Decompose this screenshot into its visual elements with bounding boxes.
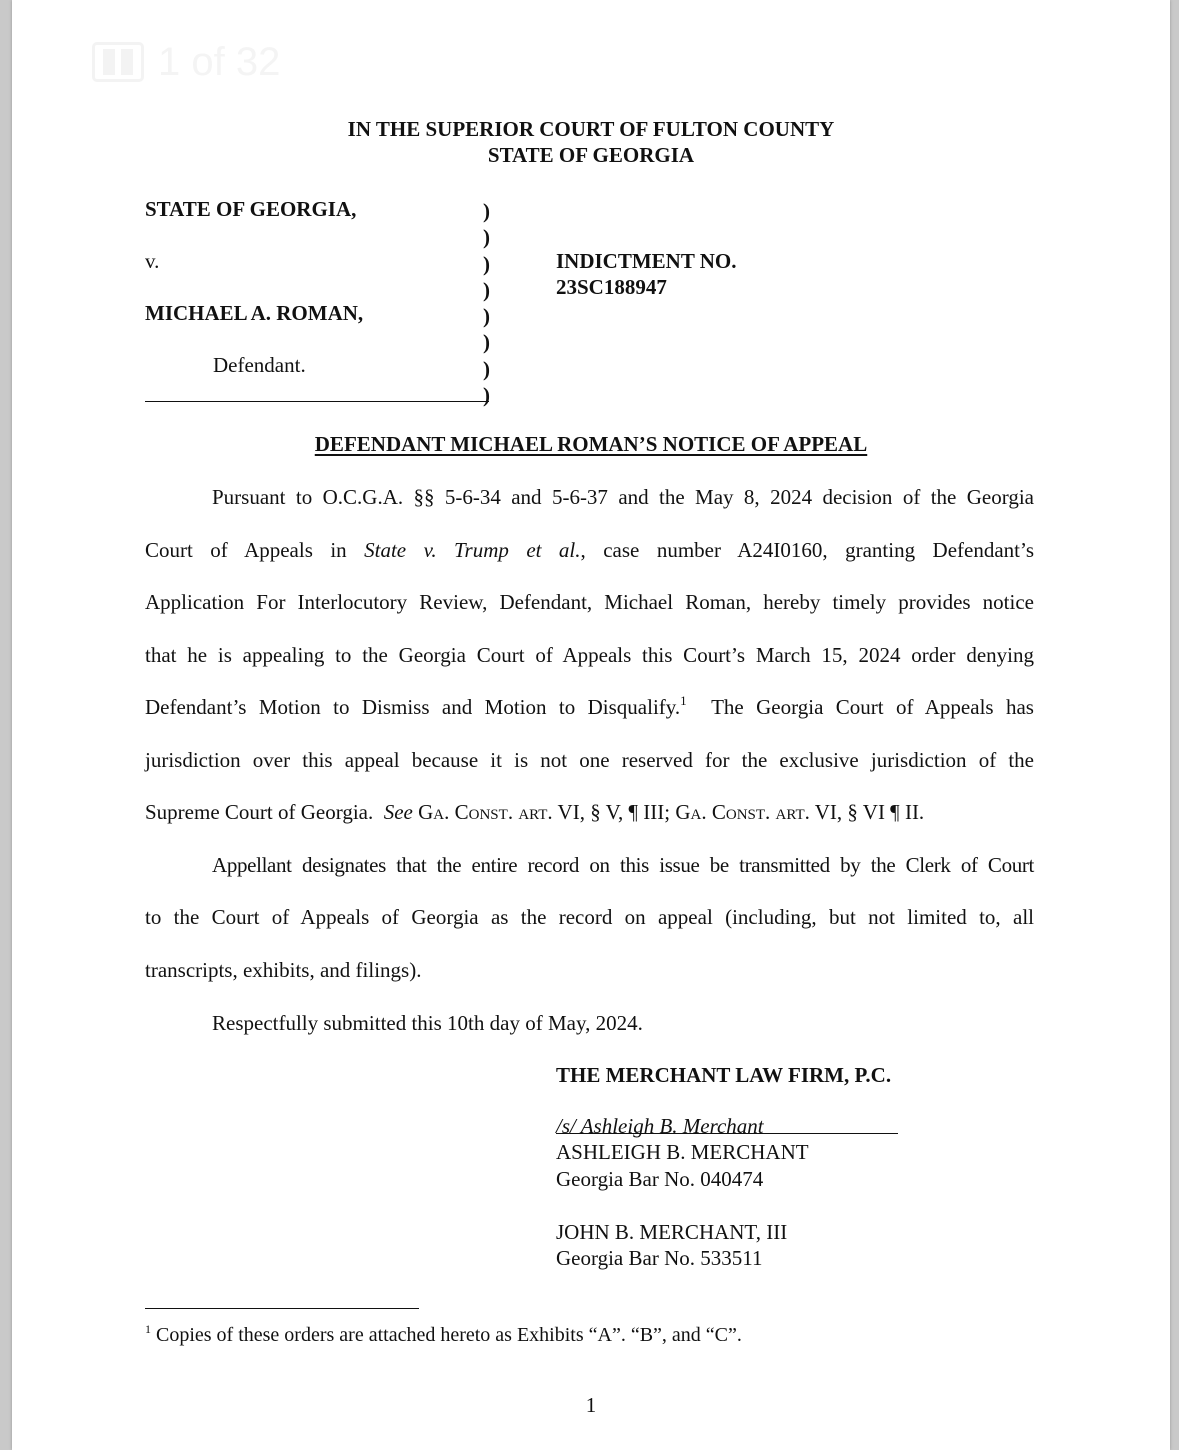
electronic-signature: /s/ Ashleigh B. Merchant [556,1114,764,1138]
paragraph-2-line: Appellant designates that the entire record on this issue be transmitted by the Clerk of Court [212,853,1034,877]
paragraph-1-line: Court of Appeals in State v. Trump et al., case number A24I0160, granting Defendant’s [145,538,1035,562]
footnote-reference: 1 [680,693,687,708]
paragraph-1-line: Supreme Court of Georgia. See Ga. Const. art. VI, § V, ¶ III; Ga. Const. art. VI, § VI ¶ II. [145,800,925,824]
page-icon [92,42,144,82]
court-name: IN THE SUPERIOR COURT OF FULTON COUNTY [347,117,835,141]
caption-defendant-role: Defendant. [213,353,306,377]
footnote-rule [145,1308,419,1309]
paragraph-1-line: that he is appealing to the Georgia Court of Appeals this Court’s March 15, 2024 order denying [145,643,1034,667]
signature-line [556,1133,898,1134]
caption-paren: ) [483,225,490,250]
document-title: DEFENDANT MICHAEL ROMAN’S NOTICE OF APPEAL [314,432,868,456]
caption-paren: ) [483,251,490,276]
attorney-name-2: JOHN B. MERCHANT, III [556,1220,788,1244]
page-indicator [92,38,280,86]
caption-plaintiff: STATE OF GEORGIA, [145,197,357,221]
caption-paren: ) [483,304,490,329]
attorney-bar-2: Georgia Bar No. 533511 [556,1246,763,1270]
constitution-citation: Ga. Const. art. VI, § V, ¶ III; Ga. Const. art. VI, § VI ¶ II. [412,800,925,824]
firm-name: THE MERCHANT LAW FIRM, P.C. [556,1063,892,1087]
attorney-bar-1: Georgia Bar No. 040474 [556,1167,764,1191]
court-state: STATE OF GEORGIA [487,143,695,167]
paragraph-2-line: to the Court of Appeals of Georgia as the record on appeal (including, but not limited to, all [145,905,1034,929]
page-indicator-label: 1 of 32 [158,39,281,84]
paragraph-1-line: jurisdiction over this appeal because it is not one reserved for the exclusive jurisdiction of the [145,748,1034,772]
caption-paren: ) [483,356,490,381]
paragraph-1-line: Defendant’s Motion to Dismiss and Motion to Disqualify.$^1$ The Georgia Court of Appeals has [145,693,1034,719]
case-name: State v. Trump et al. [364,538,581,562]
caption-versus: v. [145,249,160,273]
document-page [12,0,1170,1450]
caption-defendant: MICHAEL A. ROMAN, [145,301,364,325]
page-number: 1 [585,1393,597,1417]
caption-rule [145,401,489,402]
footnote-marker: 1 [145,1322,151,1336]
paragraph-1-line: Pursuant to O.C.G.A. §§ 5-6-34 and 5-6-37 and the May 8, 2024 decision of the Georgia [212,485,1034,509]
footnote [145,1323,742,1347]
caption-parens [483,198,490,408]
paragraph-1-line: Application For Interlocutory Review, Defendant, Michael Roman, hereby timely provides notice [145,590,1034,614]
caption-paren: ) [483,383,490,408]
closing-line: Respectfully submitted this 10th day of May, 2024. [212,1011,643,1035]
paragraph-2-line: transcripts, exhibits, and filings). [145,958,422,982]
indictment-number: 23SC188947 [556,275,667,299]
attorney-name-1: ASHLEIGH B. MERCHANT [556,1140,809,1164]
signal-see: See [383,800,413,824]
caption-paren: ) [483,330,490,355]
indictment-label: INDICTMENT NO. [556,249,737,273]
caption-paren: ) [483,199,490,223]
caption-paren: ) [483,277,490,302]
footnote-text: Copies of these orders are attached hereto as Exhibits “A”. “B”, and “C”. [151,1324,742,1346]
